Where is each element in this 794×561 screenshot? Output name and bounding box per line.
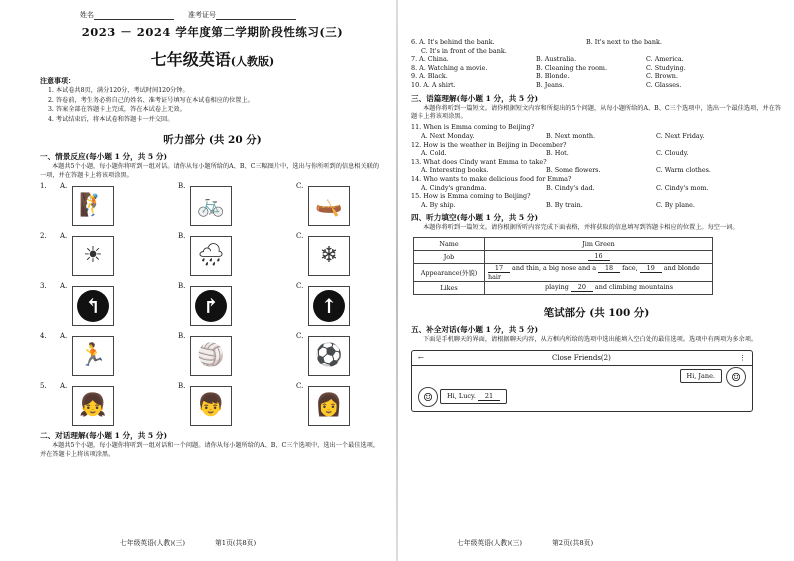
section-1-title: 一、情景反应(每小题 1 分，共 5 分) — [40, 152, 168, 162]
right-page — [397, 0, 794, 561]
question-number: 3. — [40, 282, 47, 291]
answer-option[interactable]: B. Cindy's dad. — [546, 183, 595, 192]
answer-blank[interactable]: 16 — [588, 252, 610, 261]
question-options — [411, 184, 782, 193]
picture-option[interactable] — [296, 382, 397, 426]
table-row — [414, 263, 713, 281]
illustration-icon: ❄ — [308, 236, 350, 276]
notes-list — [40, 86, 385, 124]
back-arrow-icon[interactable]: ← — [418, 354, 424, 363]
picture-option[interactable] — [60, 382, 178, 426]
picture-option[interactable] — [60, 232, 178, 276]
picture-option[interactable] — [296, 232, 397, 276]
picture-question-row — [40, 332, 385, 380]
option-letter: B. — [178, 332, 186, 341]
answer-blank[interactable]: 21 — [478, 392, 500, 401]
option-letter: A. — [60, 282, 68, 291]
answer-option[interactable]: A. Next Monday. — [421, 131, 475, 140]
option-letter: C. — [296, 232, 304, 241]
illustration-icon: 👩 — [308, 386, 350, 426]
footer-page: 第2页(共8页) — [551, 539, 594, 547]
answer-option[interactable]: A. By ship. — [421, 200, 456, 209]
chat-title: Close Friends(2) — [552, 354, 611, 363]
question-options — [411, 166, 782, 175]
table-label: Appearance(外貌) — [414, 263, 485, 281]
picture-option[interactable] — [60, 182, 178, 226]
avatar-jane-icon: ☺ — [726, 367, 746, 387]
questions-7-10 — [411, 55, 782, 89]
question-options — [411, 201, 782, 210]
chat-header — [412, 351, 752, 366]
option-letter: A. — [60, 232, 68, 241]
listening-part-title: 听力部分 (共 20 分) — [163, 134, 262, 147]
option-letter: B. — [178, 382, 186, 391]
answer-option[interactable]: C. By plane. — [656, 200, 695, 209]
traffic-sign-icon: ↑ — [313, 290, 345, 322]
option-letter: C. — [296, 382, 304, 391]
illustration-icon: 👦 — [190, 386, 232, 426]
option-letter: C. — [296, 282, 304, 291]
picture-option[interactable] — [296, 332, 397, 376]
table-value: playing 20 and climbing mountains — [485, 281, 713, 294]
section-2-title: 二、对话理解(每小题 1 分，共 5 分) — [40, 431, 168, 441]
answer-option[interactable]: C. Cindy's mom. — [656, 183, 709, 192]
answer-option[interactable]: A. Cindy's grandma. — [421, 183, 487, 192]
picture-option[interactable] — [178, 332, 296, 376]
section-3-intro: 本题你将听到一篇短文。请你根据短文内容和所提出的5个问题，从每小题所给的A、B、C三个选项中，选出一个最佳选项，并在答题卡上将该项涂黑。 — [411, 104, 781, 120]
question-text: 12. How is the weather in Beijing in December? — [411, 140, 567, 149]
picture-question-row — [40, 382, 385, 430]
question-6: 6. A. It's behind the bank. B. It's next to the bank. — [411, 38, 662, 46]
illustration-icon: 🏐 — [190, 336, 232, 376]
answer-option[interactable]: B. By train. — [546, 200, 583, 209]
picture-option[interactable] — [178, 282, 296, 326]
table-value — [485, 250, 713, 263]
answer-option[interactable]: B. Some flowers. — [546, 166, 601, 175]
question-text: 14. Who wants to make delicious food for Emma? — [411, 174, 572, 183]
table-label: Job — [414, 250, 485, 263]
footer-subject: 七年级英语(人教)(三) — [457, 539, 522, 547]
right-footer — [457, 537, 593, 547]
footer-subject: 七年级英语(人教)(三) — [120, 539, 185, 547]
table-row — [414, 250, 713, 263]
answer-option[interactable]: A. Interesting books. — [421, 166, 489, 175]
chat-bubble-right: Hi, Jane. — [680, 369, 722, 383]
option-letter: A. — [60, 382, 68, 391]
traffic-sign-icon: ↰ — [77, 290, 109, 322]
question-number: 1. — [40, 182, 47, 191]
question-text: 13. What does Cindy want Emma to take? — [411, 157, 547, 166]
illustration-icon: 🛶 — [308, 186, 350, 226]
picture-question-row — [40, 232, 385, 280]
table-label: Name — [414, 237, 485, 250]
answer-option[interactable]: C. Cloudy. — [656, 149, 689, 158]
table-label: Likes — [414, 281, 485, 294]
illustration-icon: ☀ — [72, 236, 114, 276]
option-letter: A. — [60, 182, 68, 191]
answer-option[interactable]: C. Brown. — [646, 72, 678, 81]
illustration-icon: ⚽ — [308, 336, 350, 376]
picture-option[interactable] — [178, 182, 296, 226]
question-row — [411, 55, 782, 64]
more-icon[interactable]: ⋮ — [739, 354, 746, 363]
question-row — [411, 64, 782, 73]
header-fields — [80, 10, 385, 20]
answer-option[interactable]: 10. A. A shirt. — [411, 80, 456, 89]
question-6-option-c: C. It's in front of the bank. — [421, 46, 507, 55]
answer-option[interactable]: C. Next Friday. — [656, 131, 705, 140]
table-value: 17 and thin, a big nose and a 18 face, 19 and blonde hair — [485, 263, 713, 281]
picture-questions — [40, 182, 385, 430]
option-letter: B. — [178, 182, 186, 191]
option-letter: C. — [296, 332, 304, 341]
section-2-intro: 本题共5个小题，每小题你将听到一组对话和一个问题。请你从每小题所给的A、B、C三个选项中，选出一个最佳选项，并在答题卡上将该项涂黑。 — [40, 442, 380, 458]
name-field[interactable]: 姓名 — [80, 10, 174, 20]
question-row — [411, 81, 782, 90]
note-item: 3. 答案全部在答题卡上完成，答在本试卷上无效。 — [48, 106, 186, 114]
table-row — [414, 237, 713, 250]
illustration-icon: 👧 — [72, 386, 114, 426]
answer-option[interactable]: C. America. — [646, 55, 684, 64]
answer-option[interactable]: C. Studying. — [646, 63, 686, 72]
answer-option[interactable]: 7. A. China. — [411, 55, 449, 64]
answer-blank[interactable]: 19 — [640, 264, 662, 273]
answer-option[interactable]: 9. A. Black. — [411, 72, 448, 81]
illustration-icon — [190, 286, 232, 326]
avatar-lucy-icon: ☺ — [418, 387, 438, 407]
answer-option[interactable]: B. Hot. — [546, 149, 569, 158]
answer-option[interactable]: A. Cold. — [421, 149, 447, 158]
section-5-title: 五、补全对话(每小题 1 分，共 5 分) — [411, 324, 539, 334]
notes-title: 注意事项： — [40, 76, 75, 85]
option-letter: C. — [296, 182, 304, 191]
section-4-title: 四、听力填空(每小题 1 分，共 5 分) — [411, 213, 539, 223]
written-part-title: 笔试部分 (共 100 分) — [543, 306, 650, 319]
note-item: 4. 考试结束后，将本试卷和答题卡一并交回。 — [48, 115, 174, 123]
section-1-intro: 本题共5个小题，每小题你将听到一组对话。请你从每小题所给的A、B、C三幅图片中，选出与你所听到的信息相关联的一项，并在答题卡上将该项涂黑。 — [40, 163, 380, 179]
illustration-icon: 🚲 — [190, 186, 232, 226]
answer-option[interactable]: C. Warm clothes. — [656, 166, 711, 175]
question-number: 2. — [40, 232, 47, 241]
note-item: 2. 答卷前，考生务必将自己的姓名、准考证号填写在本试卷相应的位置上。 — [48, 96, 254, 104]
picture-option[interactable] — [178, 232, 296, 276]
question-text: 11. When is Emma coming to Beijing? — [411, 123, 535, 132]
traffic-sign-icon: ↱ — [195, 290, 227, 322]
question-options — [411, 132, 782, 141]
answer-blank[interactable]: 20 — [571, 283, 593, 292]
picture-option[interactable] — [60, 282, 178, 326]
answer-option[interactable]: B. Next month. — [546, 131, 596, 140]
section-3-questions — [411, 123, 782, 209]
picture-question-row — [40, 282, 385, 330]
picture-option[interactable] — [296, 282, 397, 326]
section-5-intro: 下面是手机聊天的界面，请根据聊天内容，从方框内所给的选项中选出能填入空白处的最佳选项。选项中有两项为多余项。 — [423, 335, 758, 343]
answer-option[interactable]: C. Glasses. — [646, 80, 682, 89]
table-row — [414, 281, 713, 294]
illustration-icon: 🌧 — [190, 236, 232, 276]
illustration-icon — [72, 286, 114, 326]
option-letter: A. — [60, 332, 68, 341]
exam-subject: 七年级英语(人教版) — [150, 50, 275, 69]
section-3-title: 三、语篇理解(每小题 1 分，共 5 分) — [411, 93, 539, 103]
answer-blank[interactable]: 18 — [598, 264, 620, 273]
left-footer — [120, 537, 256, 547]
footer-page: 第1页(共8页) — [214, 539, 257, 547]
picture-option[interactable] — [296, 182, 397, 226]
chat-bubble-left: Hi, Lucy. 21 — [440, 389, 507, 404]
section-4-intro: 本题你将听到一篇短文。请你根据所听内容完成下面表格，并将获取的信息填写到答题卡相应的位置上。每空一词。 — [423, 224, 739, 232]
illustration-icon: 🧗 — [72, 186, 114, 226]
option-letter: B. — [178, 232, 186, 241]
picture-question-row — [40, 182, 385, 230]
chat-window — [411, 350, 753, 412]
exam-title: 2023 － 2024 学年度第二学期阶段性练习(三) — [81, 25, 344, 39]
answer-blank[interactable]: 17 — [488, 264, 510, 273]
answer-option[interactable]: 8. A. Watching a movie. — [411, 63, 488, 72]
question-text: 15. How is Emma coming to Beijing? — [411, 192, 531, 201]
picture-option[interactable] — [60, 332, 178, 376]
question-options — [411, 149, 782, 158]
option-letter: B. — [178, 282, 186, 291]
illustration-icon: 🏃 — [72, 336, 114, 376]
note-item: 1. 本试卷共8页，满分120分，考试时间120分钟。 — [48, 87, 189, 94]
exam-id-field[interactable]: 准考证号 — [188, 10, 296, 20]
answer-option[interactable]: B. Blonde. — [536, 72, 570, 81]
question-number: 4. — [40, 332, 47, 341]
answer-option[interactable]: B. Jeans. — [536, 80, 565, 89]
question-row — [411, 72, 782, 81]
illustration-icon — [308, 286, 350, 326]
table-value: Jim Green — [485, 237, 713, 250]
answer-option[interactable]: B. Cleaning the room. — [536, 63, 608, 72]
info-table — [413, 237, 713, 295]
picture-option[interactable] — [178, 382, 296, 426]
question-number: 5. — [40, 382, 47, 391]
answer-option[interactable]: B. Australia. — [536, 55, 577, 64]
